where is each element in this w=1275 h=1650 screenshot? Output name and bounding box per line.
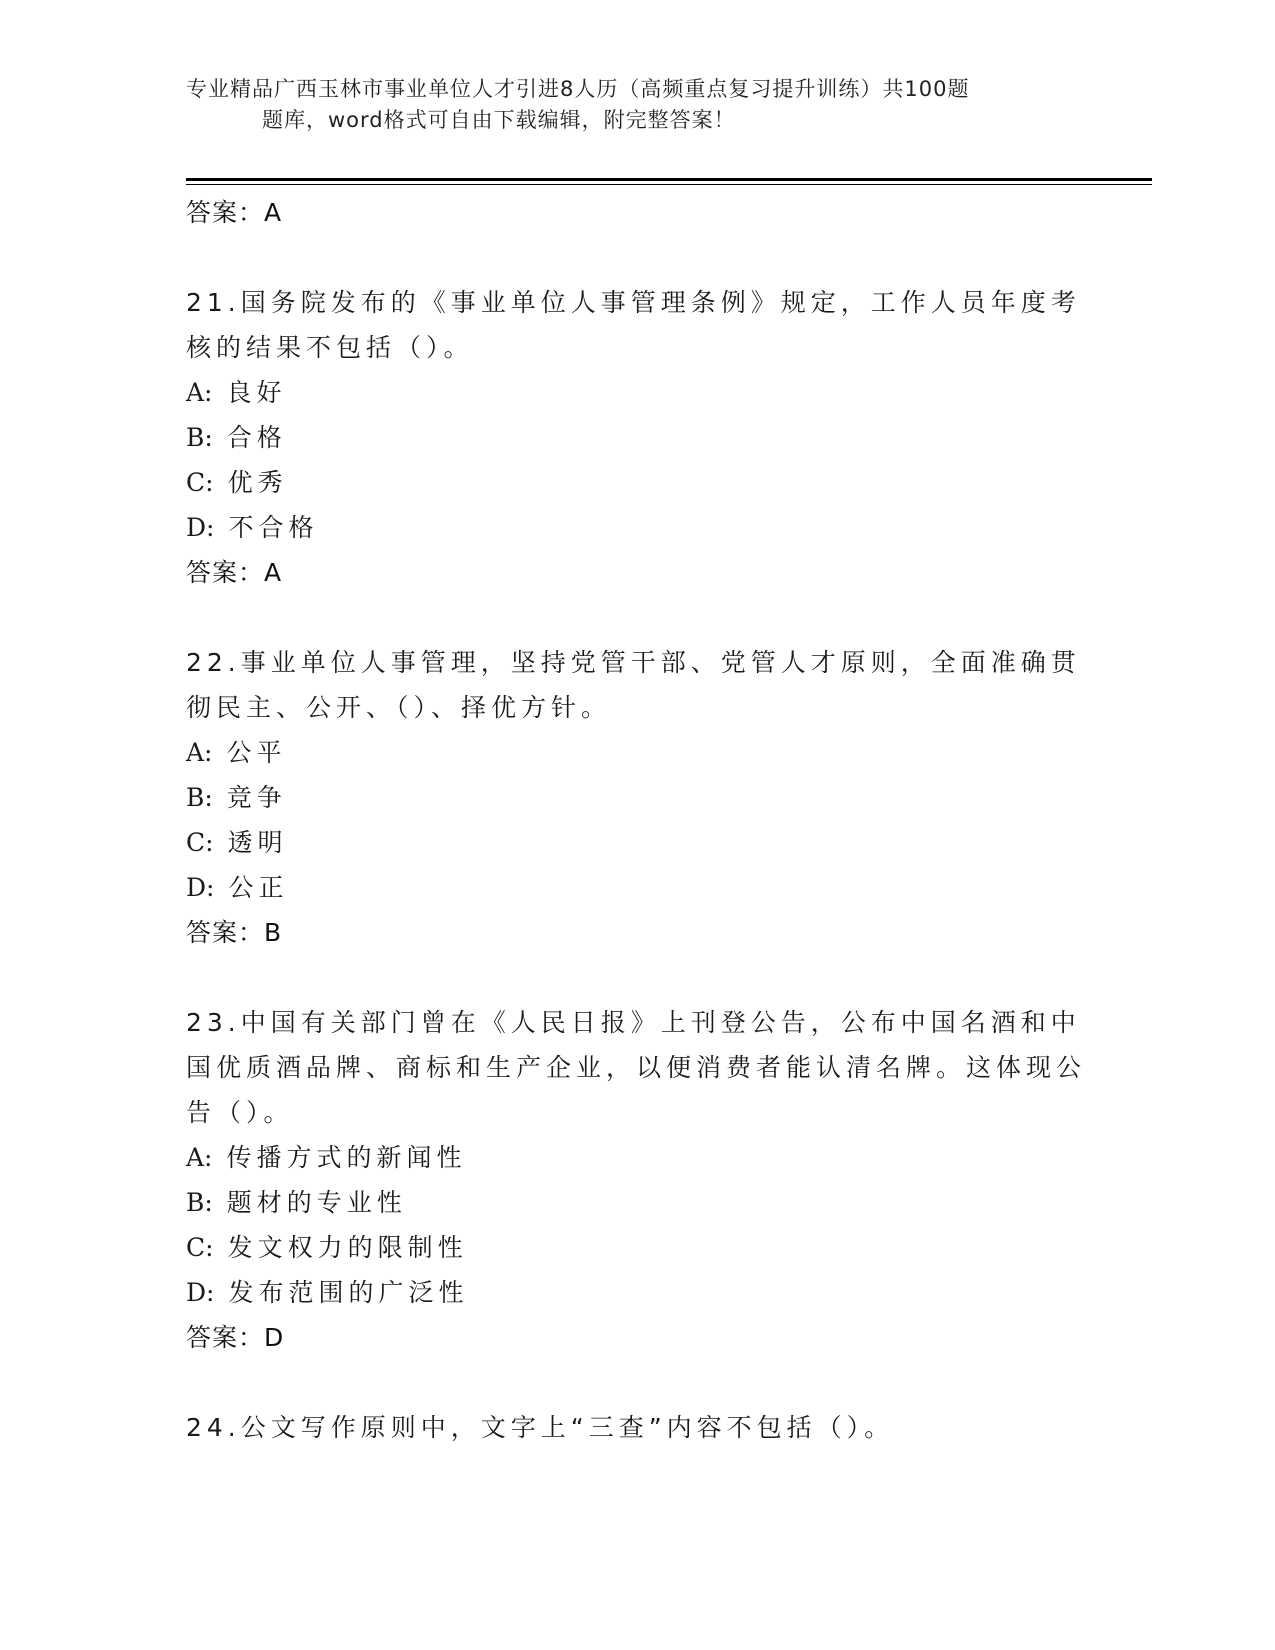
option-a — [186, 730, 1086, 775]
option-letter: B: — [186, 783, 213, 812]
header-title-line1: 专业精品广西玉林市事业单位人才引进8人历（高频重点复习提升训练）共100题 — [186, 77, 970, 101]
question-text: 24.公文写作原则中，文字上“三查”内容不包括（）。 — [186, 1413, 895, 1442]
option-letter: A: — [186, 378, 213, 407]
option-letter: C: — [186, 1233, 214, 1262]
answer-value: A — [264, 558, 283, 587]
option-text: 题材的专业性 — [226, 1188, 407, 1217]
option-text: 发布范围的广泛性 — [228, 1278, 469, 1307]
option-c — [186, 1225, 1086, 1270]
question-22 — [186, 640, 1086, 955]
option-b — [186, 1180, 1086, 1225]
option-a — [186, 370, 1086, 415]
option-c — [186, 820, 1086, 865]
option-text: 公平 — [226, 738, 287, 767]
option-text: 竞争 — [226, 783, 287, 812]
option-text: 优秀 — [227, 468, 288, 497]
question-23 — [186, 1000, 1086, 1360]
option-letter: D: — [186, 873, 215, 902]
answer-line — [186, 910, 1086, 955]
answer-line — [186, 1315, 1086, 1360]
option-letter: B: — [186, 423, 213, 452]
question-text: 22.事业单位人事管理，坚持党管干部、党管人才原则，全面准确贯彻民主、公开、（）、择优方针。 — [186, 648, 1081, 722]
answer-label: 答案： — [186, 1323, 265, 1352]
question-text: 21.国务院发布的《事业单位人事管理条例》规定，工作人员年度考核的结果不包括（）。 — [186, 288, 1081, 362]
question-21 — [186, 280, 1086, 595]
header-rule-thin — [186, 184, 1152, 185]
option-d — [186, 865, 1086, 910]
option-letter: D: — [186, 513, 215, 542]
option-letter: C: — [186, 468, 214, 497]
option-text: 发文权力的限制性 — [227, 1233, 468, 1262]
answer-value: D — [264, 1323, 285, 1352]
option-letter: B: — [186, 1188, 213, 1217]
answer-value: B — [264, 918, 283, 947]
option-text: 不合格 — [228, 513, 319, 542]
answer-label: 答案： — [186, 918, 265, 947]
answer-label: 答案： — [186, 558, 265, 587]
option-text: 良好 — [226, 378, 287, 407]
answer-line — [186, 550, 1086, 595]
question-text: 23.中国有关部门曾在《人民日报》上刊登公告，公布中国名酒和中国优质酒品牌、商标和生产企业，以便消费者能认清名牌。这体现公告（）。 — [186, 1008, 1087, 1127]
document-body — [186, 190, 1086, 1450]
option-b — [186, 415, 1086, 460]
option-text: 传播方式的新闻性 — [226, 1143, 467, 1172]
option-text: 合格 — [226, 423, 287, 452]
option-a — [186, 1135, 1086, 1180]
option-letter: A: — [186, 1143, 213, 1172]
answer-line-q20 — [186, 190, 1086, 235]
question-24 — [186, 1405, 1086, 1450]
page-header — [186, 74, 1086, 136]
header-title-line2: 题库，word格式可自由下载编辑，附完整答案！ — [262, 108, 736, 132]
option-text: 公正 — [228, 873, 289, 902]
option-c — [186, 460, 1086, 505]
header-rule-thick — [186, 178, 1152, 181]
option-letter: C: — [186, 828, 214, 857]
option-b — [186, 775, 1086, 820]
option-d — [186, 505, 1086, 550]
option-letter: A: — [186, 738, 213, 767]
answer-label: 答案： — [186, 198, 265, 227]
option-text: 透明 — [227, 828, 288, 857]
option-letter: D: — [186, 1278, 215, 1307]
answer-value: A — [264, 198, 283, 227]
option-d — [186, 1270, 1086, 1315]
